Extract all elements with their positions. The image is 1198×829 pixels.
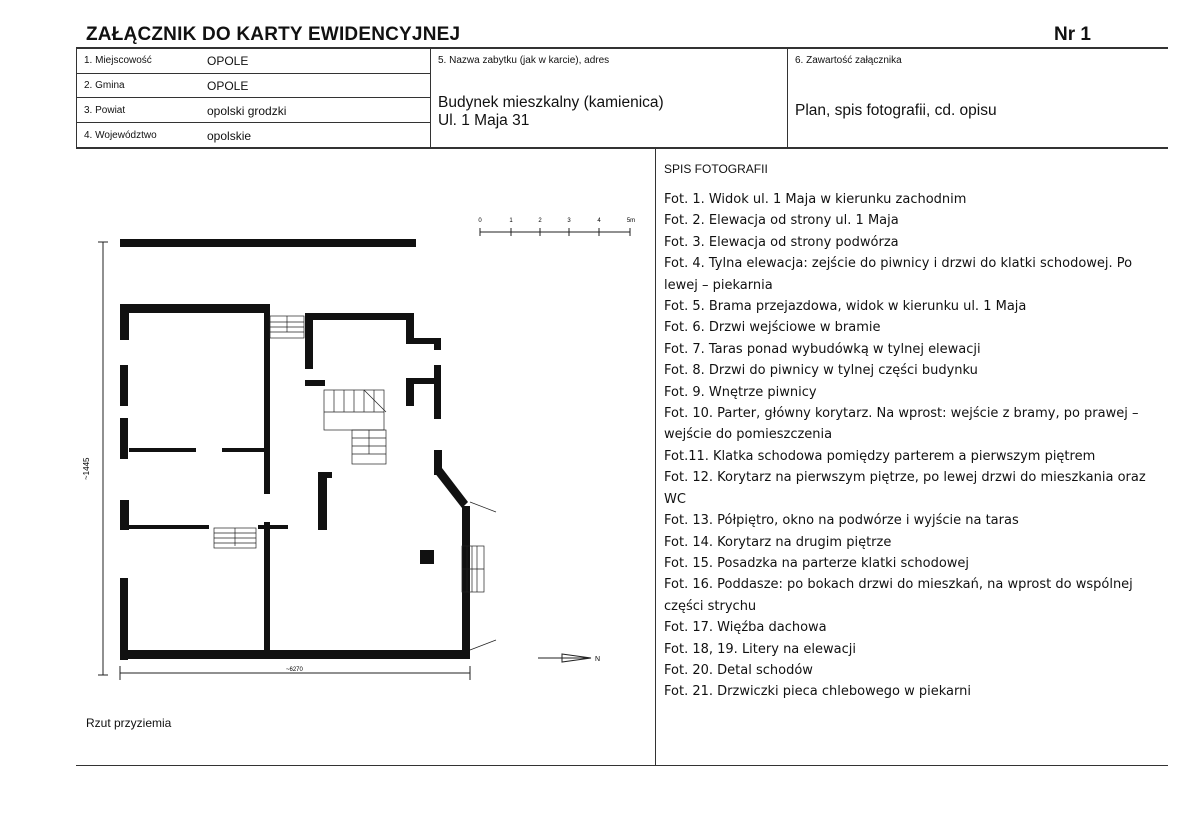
scale-bar bbox=[478, 218, 635, 236]
column-divider-1 bbox=[430, 48, 431, 148]
photo-item: Fot. 17. Więźba dachowa bbox=[664, 620, 827, 636]
photo-item: Fot. 3. Elewacja od strony podwórza bbox=[664, 234, 899, 250]
photo-item: Fot. 16. Poddasze: po bokach drzwi do mieszkań, na wprost do wspólnej części strychu bbox=[664, 577, 1133, 614]
scale-label-0: 0 bbox=[478, 218, 482, 224]
bottom-rule bbox=[76, 765, 1168, 766]
field-label-wojewodztwo: 4. Województwo bbox=[84, 130, 157, 141]
photo-item: Fot. 18, 19. Litery na elewacji bbox=[664, 641, 856, 657]
photo-item: Fot. 14. Korytarz na drugim piętrze bbox=[664, 534, 892, 550]
dimension-vertical: ~1445 bbox=[82, 457, 91, 480]
staircases bbox=[214, 316, 496, 650]
dimension-horizontal: ~6270 bbox=[286, 667, 303, 673]
form-bottom-rule bbox=[76, 147, 1168, 149]
contents-label: 6. Zawartość załącznika bbox=[795, 55, 902, 66]
row-rule-2 bbox=[76, 97, 430, 98]
monument-label: 5. Nazwa zabytku (jak w karcie), adres bbox=[438, 55, 610, 66]
scale-label-4: 4 bbox=[597, 218, 601, 224]
field-label-miejscowosc: 1. Miejscowość bbox=[84, 55, 152, 66]
north-label: N bbox=[595, 656, 601, 663]
row-rule-1 bbox=[76, 73, 430, 74]
photo-item: Fot. 12. Korytarz na pierwszym piętrze, po lewej drzwi do mieszkania oraz WC bbox=[664, 470, 1146, 507]
field-label-powiat: 3. Powiat bbox=[84, 105, 126, 116]
scale-label-3: 3 bbox=[567, 218, 571, 224]
main-divider bbox=[655, 148, 656, 765]
field-value-wojewodztwo: opolskie bbox=[207, 129, 252, 143]
photo-list bbox=[664, 189, 1164, 703]
field-label-gmina: 2. Gmina bbox=[84, 80, 125, 91]
header-rule bbox=[76, 47, 1168, 49]
monument-name: Budynek mieszkalny (kamienica) bbox=[438, 94, 664, 111]
monument-address: Ul. 1 Maja 31 bbox=[438, 112, 530, 129]
field-value-powiat: opolski grodzki bbox=[207, 104, 287, 118]
scale-label-2: 2 bbox=[538, 218, 542, 224]
scale-label-1: 1 bbox=[509, 218, 513, 224]
field-value-miejscowosc: OPOLE bbox=[207, 54, 249, 68]
walls bbox=[120, 239, 470, 660]
photo-item: Fot. 5. Brama przejazdowa, widok w kierunku ul. 1 Maja bbox=[664, 299, 1027, 315]
attachment-number: Nr 1 bbox=[1054, 24, 1091, 45]
photo-item: Fot. 1. Widok ul. 1 Maja w kierunku zachodnim bbox=[664, 192, 967, 207]
column-divider-2 bbox=[787, 48, 788, 148]
photo-item: Fot. 7. Taras ponad wybudówką w tylnej elewacji bbox=[664, 341, 981, 357]
photo-item: Fot. 15. Posadzka na parterze klatki schodowej bbox=[664, 555, 970, 571]
photo-item: Fot. 21. Drzwiczki pieca chlebowego w piekarni bbox=[664, 684, 971, 700]
photo-item: Fot. 10. Parter, główny korytarz. Na wprost: wejście z bramy, po prawej – wejście do pomieszczenia bbox=[664, 406, 1139, 443]
photo-list-heading: SPIS FOTOGRAFII bbox=[664, 162, 768, 176]
scale-label-5: 5m bbox=[626, 218, 636, 224]
field-value-gmina: OPOLE bbox=[207, 79, 249, 93]
document-title: ZAŁĄCZNIK DO KARTY EWIDENCYJNEJ bbox=[86, 24, 461, 45]
contents-value: Plan, spis fotografii, cd. opisu bbox=[795, 102, 997, 119]
left-border bbox=[76, 48, 77, 148]
photo-item: Fot. 13. Półpiętro, okno na podwórze i wyjście na taras bbox=[664, 513, 1019, 529]
photo-item: Fot.11. Klatka schodowa pomiędzy parterem a pierwszym piętrem bbox=[664, 448, 1096, 464]
plan-caption: Rzut przyziemia bbox=[86, 716, 172, 730]
photo-item: Fot. 9. Wnętrze piwnicy bbox=[664, 384, 817, 400]
row-rule-3 bbox=[76, 122, 430, 123]
photo-item: Fot. 4. Tylna elewacja: zejście do piwnicy i drzwi do klatki schodowej. Po lewej – piekarnia bbox=[664, 256, 1133, 293]
floor-plan bbox=[76, 150, 654, 730]
photo-item: Fot. 8. Drzwi do piwnicy w tylnej części budynku bbox=[664, 363, 978, 379]
photo-item: Fot. 20. Detal schodów bbox=[664, 662, 813, 678]
photo-item: Fot. 2. Elewacja od strony ul. 1 Maja bbox=[664, 213, 899, 229]
photo-item: Fot. 6. Drzwi wejściowe w bramie bbox=[664, 320, 881, 336]
north-arrow-icon bbox=[538, 654, 600, 663]
